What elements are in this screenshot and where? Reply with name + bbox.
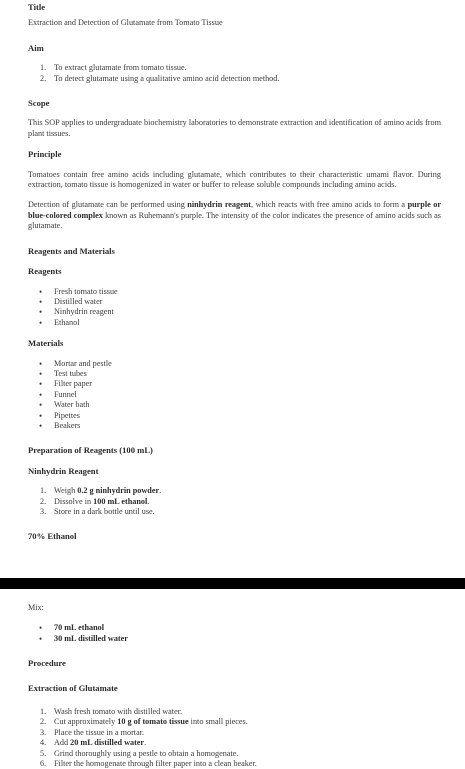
mix-item-text: 70 mL ethanol	[54, 623, 105, 633]
materials-heading: Materials	[28, 338, 64, 349]
principle-text-segment: Detection of glutamate can be performed using	[28, 200, 188, 210]
scope-text: This SOP applies to undergraduate biochemistry laboratories to demonstrate extraction and identification of amino acids from plant tissues.	[28, 118, 441, 138]
step-text: Place the tissue in a mortar.	[54, 727, 145, 737]
ninhydrin-step	[28, 497, 441, 507]
extraction-step	[28, 728, 441, 738]
step-emphasis: 20 mL distilled water	[70, 738, 145, 748]
extraction-step	[28, 707, 441, 717]
reagent-item	[28, 297, 441, 307]
mix-item-text: 30 mL distilled water	[54, 633, 128, 643]
step-number: 5.	[40, 748, 47, 758]
step-text-end: .	[159, 486, 162, 496]
step-text-end: .	[144, 738, 147, 748]
principle-text-segment: known as Ruhemann's purple. The intensity of the color indicates the presence of amino acids such as glutamate.	[28, 210, 441, 231]
ninhydrin-reagent-heading: Ninhydrin Reagent	[28, 465, 99, 476]
principle-paragraph-2	[28, 200, 441, 231]
material-item-text: Mortar and pestle	[54, 358, 112, 368]
step-text-end: into small pieces.	[188, 717, 248, 727]
step-number: 2.	[40, 717, 47, 727]
aim-item-number: 2.	[40, 73, 47, 83]
title-heading: Title	[28, 2, 46, 12]
aim-item	[28, 74, 441, 84]
bullet-icon: •	[39, 633, 43, 644]
principle-heading: Principle	[28, 149, 62, 160]
material-item	[28, 379, 441, 389]
step-text: Add	[54, 738, 71, 748]
reagent-item	[28, 287, 441, 297]
principle-text-segment: , which reacts with free amino acids to form a	[251, 200, 408, 210]
step-text: Store in a dark bottle until use.	[54, 507, 155, 516]
step-text: Cut approximately	[54, 717, 118, 727]
principle-paragraph-1: Tomatoes contain free amino acids including glutamate, which contributes to their characteristic umami flavor. During extraction, tomato tissue is homogenized in water or buffer to release soluble compounds including amino acids.	[28, 169, 441, 190]
title-text: Extraction and Detection of Glutamate from Tomato Tissue	[28, 18, 223, 28]
bullet-icon: •	[39, 400, 43, 411]
extraction-step	[28, 738, 441, 748]
ninhydrin-step	[28, 507, 441, 517]
material-item-text: Funnel	[54, 389, 77, 399]
step-emphasis: 0.2 g ninhydrin powder	[77, 486, 160, 496]
step-number: 3.	[40, 507, 47, 516]
step-emphasis: 100 mL ethanol	[93, 496, 148, 506]
material-item	[28, 369, 441, 379]
bullet-icon: •	[39, 389, 43, 400]
step-number: 6.	[40, 759, 47, 769]
mix-item	[28, 623, 441, 633]
aim-heading: Aim	[28, 42, 44, 53]
bullet-icon: •	[39, 307, 43, 318]
reagents-heading: Reagents	[28, 266, 62, 277]
procedure-heading: Procedure	[28, 658, 66, 669]
page-1-content	[28, 2, 441, 542]
step-text: Wash fresh tomato with distilled water.	[54, 707, 183, 717]
page-2-content	[28, 603, 441, 769]
material-item-text: Water bath	[54, 400, 90, 410]
material-item-text: Beakers	[54, 420, 81, 430]
bullet-icon: •	[39, 317, 43, 328]
material-item-text: Filter paper	[54, 379, 92, 389]
ethanol-70-heading: 70% Ethanol	[28, 531, 77, 542]
material-item	[28, 390, 441, 400]
step-text: Weigh	[54, 486, 78, 496]
step-number: 1.	[40, 486, 47, 496]
step-number: 1.	[40, 707, 47, 717]
extraction-steps-list	[28, 707, 441, 769]
step-text-end: .	[147, 496, 150, 506]
material-item	[28, 411, 441, 421]
page-divider	[0, 578, 465, 589]
step-number: 4.	[40, 738, 47, 748]
bullet-icon: •	[39, 623, 43, 634]
reagent-item-text: Ethanol	[54, 317, 80, 327]
aim-item-text: To detect glutamate using a qualitative amino acid detection method.	[54, 73, 280, 83]
material-item	[28, 400, 441, 410]
bullet-icon: •	[39, 420, 43, 431]
extraction-step	[28, 717, 441, 727]
reagent-item	[28, 318, 441, 328]
aim-list	[28, 63, 441, 84]
bullet-icon: •	[39, 358, 43, 369]
bullet-icon: •	[39, 368, 43, 379]
step-number: 3.	[40, 727, 47, 737]
step-text: Dissolve in	[54, 496, 94, 506]
bullet-icon: •	[39, 379, 43, 390]
material-item-text: Test tubes	[54, 368, 87, 378]
bullet-icon: •	[39, 286, 43, 297]
scope-heading: Scope	[28, 98, 50, 109]
reagent-item	[28, 307, 441, 317]
aim-item-number: 1.	[40, 63, 47, 73]
material-item-text: Pipettes	[54, 410, 80, 420]
purple-complex-emphasis: purple or blue-colored complex	[28, 200, 441, 220]
bullet-icon: •	[39, 410, 43, 421]
mix-label: Mix:	[28, 603, 44, 612]
material-item	[28, 421, 441, 431]
step-text: Grind thoroughly using a pestle to obtain a homogenate.	[54, 748, 239, 758]
reagent-item-text: Fresh tomato tissue	[54, 286, 118, 296]
materials-list	[28, 359, 441, 432]
step-number: 2.	[40, 496, 47, 506]
ninhydrin-reagent-emphasis: ninhydrin reagent	[187, 200, 252, 210]
aim-item	[28, 63, 441, 73]
reagents-list	[28, 287, 441, 329]
mix-item	[28, 634, 441, 644]
preparation-heading: Preparation of Reagents (100 mL)	[28, 445, 153, 456]
bullet-icon: •	[39, 296, 43, 307]
ninhydrin-step	[28, 486, 441, 496]
extraction-step	[28, 749, 441, 759]
mix-list	[28, 623, 441, 644]
step-text: Filter the homogenate through filter paper into a clean beaker.	[54, 759, 257, 769]
aim-item-text: To extract glutamate from tomato tissue.	[54, 63, 187, 73]
reagents-materials-heading: Reagents and Materials	[28, 245, 115, 256]
reagent-item-text: Distilled water	[54, 296, 103, 306]
document-page-2	[0, 589, 465, 768]
ninhydrin-steps-list	[28, 486, 441, 517]
extraction-heading: Extraction of Glutamate	[28, 682, 118, 693]
step-emphasis: 10 g of tomato tissue	[117, 717, 189, 727]
material-item	[28, 359, 441, 369]
reagent-item-text: Ninhydrin reagent	[54, 307, 114, 317]
